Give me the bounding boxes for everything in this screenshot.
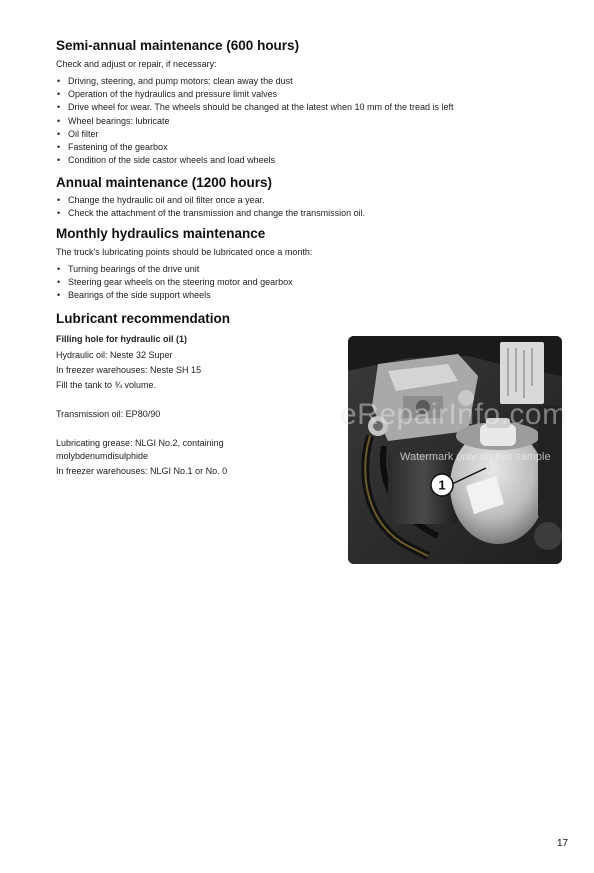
monthly-intro: The truck's lubricating points should be lubricated once a month: xyxy=(56,247,313,257)
list-item: • Drive wheel for wear. The wheels should be changed at the latest when 10 mm of the tread is left xyxy=(56,101,454,114)
hydraulic-unit-illustration xyxy=(348,336,562,564)
transmission-oil-text: Transmission oil: EP80/90 xyxy=(56,409,161,419)
list-item: • Operation of the hydraulics and pressure limit valves xyxy=(56,88,454,101)
hydraulic-oil-text: Hydraulic oil: Neste 32 Super xyxy=(56,350,173,360)
list-item: • Steering gear wheels on the steering motor and gearbox xyxy=(56,276,293,289)
hydraulic-unit-photo xyxy=(348,336,562,564)
watermark-caption: Watermark only on this sample xyxy=(400,451,551,463)
list-item: • Oil filter xyxy=(56,128,454,141)
heading-semi-annual: Semi-annual maintenance (600 hours) xyxy=(56,38,300,53)
semi-annual-intro: Check and adjust or repair, if necessary: xyxy=(56,59,217,69)
heading-annual: Annual maintenance (1200 hours) xyxy=(56,175,273,190)
list-item: • Wheel bearings: lubricate xyxy=(56,115,454,128)
heading-lubricant: Lubricant recommendation xyxy=(56,311,231,326)
filling-hole-title: Filling hole for hydraulic oil (1) xyxy=(56,334,188,344)
page-number: 17 xyxy=(557,838,569,849)
semi-annual-list xyxy=(56,75,454,167)
heading-monthly: Monthly hydraulics maintenance xyxy=(56,226,266,241)
annual-list xyxy=(56,194,365,220)
callout-number: 1 xyxy=(438,477,446,493)
monthly-list xyxy=(56,263,293,303)
freezer-grease-text: In freezer warehouses: NLGI No.1 or No. 0 xyxy=(56,466,228,476)
fill-tank-text: Fill the tank to ¾ volume. xyxy=(56,380,157,390)
watermark-logo: eRepairInfo.com xyxy=(340,398,568,431)
list-item: • Change the hydraulic oil and oil filter once a year. xyxy=(56,194,365,207)
grease-text-line2: molybdenumdisulphide xyxy=(56,451,149,461)
list-item: • Bearings of the side support wheels xyxy=(56,289,293,302)
freezer-hydraulic-text: In freezer warehouses: Neste SH 15 xyxy=(56,365,202,375)
list-item: • Driving, steering, and pump motors: clean away the dust xyxy=(56,75,454,88)
list-item: • Turning bearings of the drive unit xyxy=(56,263,293,276)
list-item: • Condition of the side castor wheels and load wheels xyxy=(56,154,454,167)
grease-text-line1: Lubricating grease: NLGI No.2, containing xyxy=(56,438,224,448)
list-item: • Fastening of the gearbox xyxy=(56,141,454,154)
list-item: • Check the attachment of the transmission and change the transmission oil. xyxy=(56,207,365,220)
